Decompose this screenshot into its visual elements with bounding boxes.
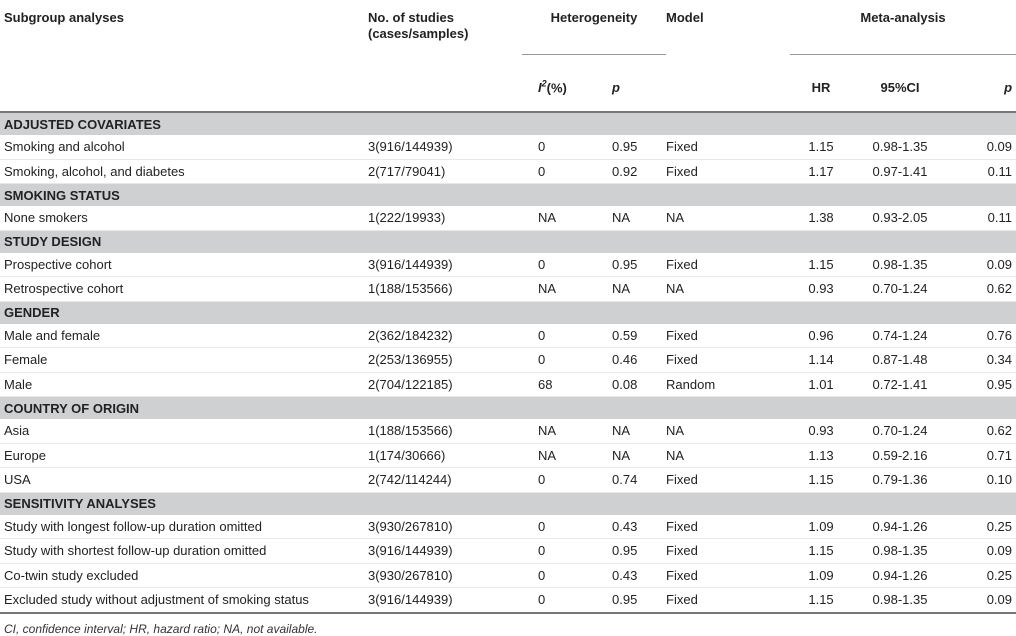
row-label: Study with longest follow-up duration omitted bbox=[0, 515, 368, 539]
cell-studies: 1(174/30666) bbox=[368, 443, 522, 468]
cell-model: Fixed bbox=[666, 515, 790, 539]
cell-p: NA bbox=[612, 277, 666, 302]
cell-ci: 0.98-1.35 bbox=[852, 588, 948, 613]
cell-p2: 0.62 bbox=[948, 419, 1016, 443]
cell-ci: 0.98-1.35 bbox=[852, 539, 948, 564]
cell-p2: 0.10 bbox=[948, 468, 1016, 493]
section-title: GENDER bbox=[0, 301, 1016, 324]
table-row bbox=[0, 206, 1016, 230]
section-title: SMOKING STATUS bbox=[0, 184, 1016, 207]
section-header bbox=[0, 397, 1016, 420]
cell-ci: 0.74-1.24 bbox=[852, 324, 948, 348]
cell-p2: 0.95 bbox=[948, 372, 1016, 397]
row-label: Study with shortest follow-up duration omitted bbox=[0, 539, 368, 564]
table-row bbox=[0, 348, 1016, 373]
cell-p: 0.59 bbox=[612, 324, 666, 348]
header-ci: 95%CI bbox=[852, 55, 948, 113]
cell-p: 0.95 bbox=[612, 135, 666, 159]
table-row bbox=[0, 419, 1016, 443]
table-row bbox=[0, 443, 1016, 468]
cell-studies: 3(930/267810) bbox=[368, 563, 522, 588]
cell-hr: 1.14 bbox=[790, 348, 852, 373]
cell-model: Random bbox=[666, 372, 790, 397]
cell-model: NA bbox=[666, 206, 790, 230]
section-header bbox=[0, 492, 1016, 515]
cell-hr: 1.09 bbox=[790, 563, 852, 588]
row-label: Smoking, alcohol, and diabetes bbox=[0, 159, 368, 184]
cell-studies: 2(742/114244) bbox=[368, 468, 522, 493]
table-row bbox=[0, 539, 1016, 564]
cell-i2: 0 bbox=[522, 135, 612, 159]
cell-i2: 0 bbox=[522, 253, 612, 277]
row-label: Prospective cohort bbox=[0, 253, 368, 277]
cell-studies: 2(362/184232) bbox=[368, 324, 522, 348]
cell-model: Fixed bbox=[666, 539, 790, 564]
cell-studies: 1(222/19933) bbox=[368, 206, 522, 230]
cell-p2: 0.09 bbox=[948, 253, 1016, 277]
cell-studies: 2(253/136955) bbox=[368, 348, 522, 373]
footnote: CI, confidence interval; HR, hazard ratio; NA, not available. bbox=[4, 621, 318, 636]
cell-p: NA bbox=[612, 443, 666, 468]
table-row bbox=[0, 515, 1016, 539]
cell-model: Fixed bbox=[666, 468, 790, 493]
cell-ci: 0.94-1.26 bbox=[852, 563, 948, 588]
row-label: Male and female bbox=[0, 324, 368, 348]
cell-hr: 1.15 bbox=[790, 539, 852, 564]
cell-hr: 1.38 bbox=[790, 206, 852, 230]
cell-model: Fixed bbox=[666, 324, 790, 348]
cell-hr: 1.01 bbox=[790, 372, 852, 397]
cell-i2: NA bbox=[522, 277, 612, 302]
table-row bbox=[0, 372, 1016, 397]
table-row bbox=[0, 324, 1016, 348]
table-row bbox=[0, 563, 1016, 588]
cell-p: 0.74 bbox=[612, 468, 666, 493]
cell-i2: 0 bbox=[522, 539, 612, 564]
cell-p: 0.95 bbox=[612, 253, 666, 277]
cell-p2: 0.76 bbox=[948, 324, 1016, 348]
header-i2: $I^2(\%)$ bbox=[522, 55, 612, 113]
cell-hr: 1.15 bbox=[790, 588, 852, 613]
row-label: Co-twin study excluded bbox=[0, 563, 368, 588]
header-meta-analysis: Meta-analysis bbox=[790, 0, 1016, 55]
section-header bbox=[0, 112, 1016, 135]
cell-p: 0.92 bbox=[612, 159, 666, 184]
cell-hr: 0.93 bbox=[790, 419, 852, 443]
cell-hr: 0.96 bbox=[790, 324, 852, 348]
row-label: Europe bbox=[0, 443, 368, 468]
cell-i2: 0 bbox=[522, 563, 612, 588]
row-label: USA bbox=[0, 468, 368, 493]
header-subgroup: Subgroup analyses bbox=[0, 0, 368, 112]
cell-ci: 0.94-1.26 bbox=[852, 515, 948, 539]
table-row bbox=[0, 159, 1016, 184]
cell-i2: NA bbox=[522, 443, 612, 468]
cell-p: 0.46 bbox=[612, 348, 666, 373]
cell-p: 0.95 bbox=[612, 588, 666, 613]
cell-p: NA bbox=[612, 206, 666, 230]
cell-p: NA bbox=[612, 419, 666, 443]
cell-studies: 1(188/153566) bbox=[368, 419, 522, 443]
cell-i2: NA bbox=[522, 419, 612, 443]
row-label: Asia bbox=[0, 419, 368, 443]
cell-hr: 0.93 bbox=[790, 277, 852, 302]
cell-studies: 2(704/122185) bbox=[368, 372, 522, 397]
header-model: Model bbox=[666, 0, 790, 112]
header-studies: No. of studies (cases/samples) bbox=[368, 0, 522, 112]
cell-studies: 3(930/267810) bbox=[368, 515, 522, 539]
cell-studies: 3(916/144939) bbox=[368, 539, 522, 564]
section-title: ADJUSTED COVARIATES bbox=[0, 112, 1016, 135]
cell-model: Fixed bbox=[666, 588, 790, 613]
cell-p2: 0.11 bbox=[948, 206, 1016, 230]
cell-ci: 0.72-1.41 bbox=[852, 372, 948, 397]
cell-model: NA bbox=[666, 277, 790, 302]
cell-model: Fixed bbox=[666, 159, 790, 184]
cell-i2: 68 bbox=[522, 372, 612, 397]
section-header bbox=[0, 301, 1016, 324]
section-title: COUNTRY OF ORIGIN bbox=[0, 397, 1016, 420]
cell-i2: NA bbox=[522, 206, 612, 230]
row-label: None smokers bbox=[0, 206, 368, 230]
table-row bbox=[0, 468, 1016, 493]
row-label: Female bbox=[0, 348, 368, 373]
cell-p: 0.08 bbox=[612, 372, 666, 397]
cell-p2: 0.25 bbox=[948, 515, 1016, 539]
cell-i2: 0 bbox=[522, 348, 612, 373]
cell-ci: 0.97-1.41 bbox=[852, 159, 948, 184]
header-hr: HR bbox=[790, 55, 852, 113]
row-label: Retrospective cohort bbox=[0, 277, 368, 302]
cell-i2: 0 bbox=[522, 588, 612, 613]
cell-model: Fixed bbox=[666, 348, 790, 373]
row-label: Excluded study without adjustment of smoking status bbox=[0, 588, 368, 613]
cell-hr: 1.15 bbox=[790, 253, 852, 277]
cell-model: NA bbox=[666, 443, 790, 468]
cell-ci: 0.93-2.05 bbox=[852, 206, 948, 230]
cell-studies: 3(916/144939) bbox=[368, 253, 522, 277]
cell-studies: 3(916/144939) bbox=[368, 588, 522, 613]
table-row bbox=[0, 277, 1016, 302]
cell-ci: 0.98-1.35 bbox=[852, 135, 948, 159]
cell-ci: 0.59-2.16 bbox=[852, 443, 948, 468]
cell-p2: 0.34 bbox=[948, 348, 1016, 373]
cell-model: Fixed bbox=[666, 563, 790, 588]
cell-p: 0.95 bbox=[612, 539, 666, 564]
section-header bbox=[0, 230, 1016, 253]
section-title: STUDY DESIGN bbox=[0, 230, 1016, 253]
cell-ci: 0.87-1.48 bbox=[852, 348, 948, 373]
cell-p2: 0.09 bbox=[948, 588, 1016, 613]
header-p: p bbox=[612, 55, 666, 113]
row-label: Smoking and alcohol bbox=[0, 135, 368, 159]
section-header bbox=[0, 184, 1016, 207]
header-heterogeneity: Heterogeneity bbox=[522, 0, 666, 55]
cell-hr: 1.15 bbox=[790, 135, 852, 159]
cell-model: Fixed bbox=[666, 253, 790, 277]
cell-ci: 0.70-1.24 bbox=[852, 277, 948, 302]
cell-p2: 0.71 bbox=[948, 443, 1016, 468]
cell-p2: 0.09 bbox=[948, 135, 1016, 159]
cell-hr: 1.17 bbox=[790, 159, 852, 184]
cell-ci: 0.79-1.36 bbox=[852, 468, 948, 493]
table-row bbox=[0, 588, 1016, 613]
cell-p2: 0.11 bbox=[948, 159, 1016, 184]
cell-p2: 0.09 bbox=[948, 539, 1016, 564]
row-label: Male bbox=[0, 372, 368, 397]
section-title: SENSITIVITY ANALYSES bbox=[0, 492, 1016, 515]
cell-ci: 0.70-1.24 bbox=[852, 419, 948, 443]
cell-studies: 2(717/79041) bbox=[368, 159, 522, 184]
cell-hr: 1.13 bbox=[790, 443, 852, 468]
cell-hr: 1.15 bbox=[790, 468, 852, 493]
cell-model: NA bbox=[666, 419, 790, 443]
table-body bbox=[0, 112, 1016, 613]
cell-p2: 0.25 bbox=[948, 563, 1016, 588]
cell-i2: 0 bbox=[522, 324, 612, 348]
cell-model: Fixed bbox=[666, 135, 790, 159]
table-row bbox=[0, 135, 1016, 159]
cell-p2: 0.62 bbox=[948, 277, 1016, 302]
table-row bbox=[0, 253, 1016, 277]
cell-i2: 0 bbox=[522, 515, 612, 539]
cell-studies: 3(916/144939) bbox=[368, 135, 522, 159]
cell-p: 0.43 bbox=[612, 563, 666, 588]
header-p2: p bbox=[948, 55, 1016, 113]
cell-hr: 1.09 bbox=[790, 515, 852, 539]
cell-i2: 0 bbox=[522, 468, 612, 493]
cell-ci: 0.98-1.35 bbox=[852, 253, 948, 277]
cell-studies: 1(188/153566) bbox=[368, 277, 522, 302]
cell-i2: 0 bbox=[522, 159, 612, 184]
cell-p: 0.43 bbox=[612, 515, 666, 539]
